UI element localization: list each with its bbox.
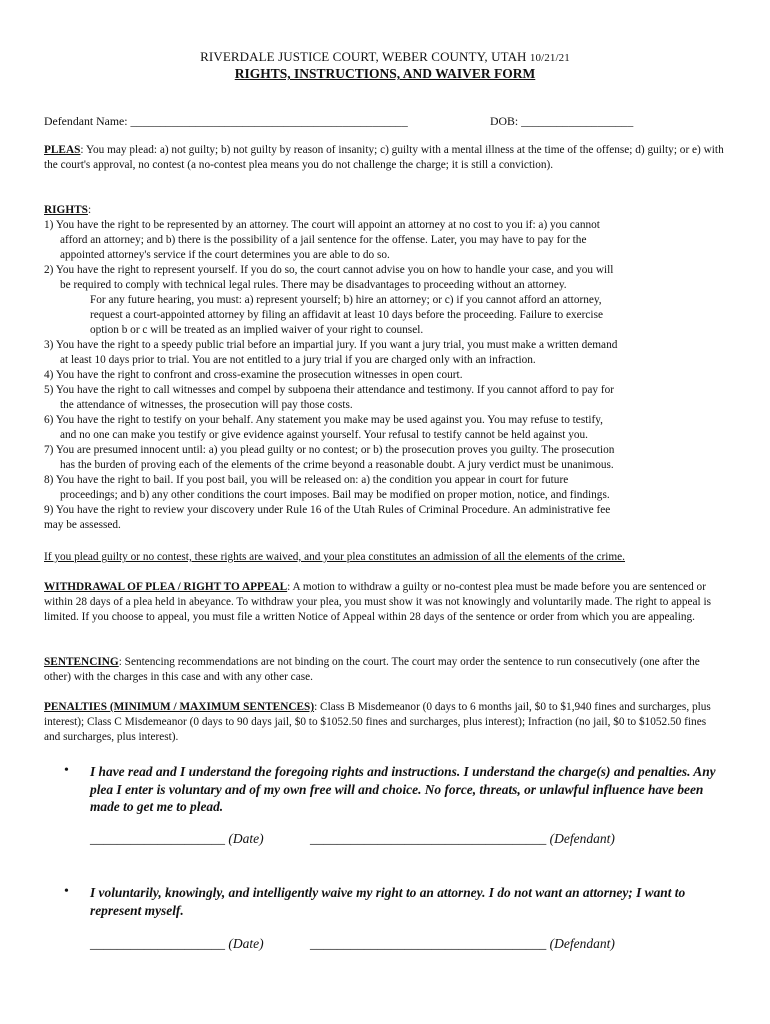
withdrawal-heading: WITHDRAWAL OF PLEA / RIGHT TO APPEAL [44, 581, 288, 593]
bullet-icon: • [64, 763, 69, 778]
pleas-section [44, 143, 724, 173]
rights-line: option b or c will be treated as an implied waiver of your right to counsel. [90, 324, 424, 336]
rights-line: request a court-appointed attorney by filing an affidavit at least 10 days before the proceeding. Failure to exercise [90, 309, 603, 321]
defendant-label: (Defendant) [549, 831, 615, 846]
acknowledgment-statement: I have read and I understand the foregoing rights and instructions. I understand the charge(s) and penalties. Any plea I enter is voluntary and of my own free will and choice. No force, threats, or unlawful influence have been made to get me to plead. [90, 764, 716, 814]
withdrawal-section [44, 580, 724, 625]
rights-heading: RIGHTS [44, 204, 88, 216]
form-title: RIGHTS, INSTRUCTIONS, AND WAIVER FORM [234, 66, 536, 81]
sentencing-heading: SENTENCING [44, 656, 119, 668]
defendant-name-label: Defendant Name: [44, 114, 128, 128]
date-blank[interactable]: ____________________ [90, 936, 225, 951]
defendant-signature-blank[interactable]: ___________________________________ [310, 936, 547, 951]
bullet-icon: • [64, 884, 69, 899]
date-signature-line-2[interactable] [90, 936, 264, 952]
rights-line: 2) You have the right to represent yourself. If you do so, the court cannot advise you on how to handle your case, and you will [44, 264, 614, 276]
date-blank[interactable]: ____________________ [90, 831, 225, 846]
dob-field[interactable] [490, 114, 633, 129]
rights-line: has the burden of proving each of the elements of the crime beyond a reasonable doubt. A jury verdict must be unanimous. [60, 459, 614, 471]
rights-line: 9) You have the right to review your discovery under Rule 16 of the Utah Rules of Criminal Procedure. An administrative fee [44, 504, 611, 516]
rights-line: may be assessed. [44, 519, 121, 531]
date-label: (Date) [228, 831, 264, 846]
rights-line: at least 10 days prior to trial. You are not entitled to a jury trial if you are charged only with an infraction. [60, 354, 536, 366]
rights-line: 5) You have the right to call witnesses and compel by subpoena their attendance and testimony. If you cannot afford to pay for [44, 384, 615, 396]
rights-line: 1) You have the right to be represented by an attorney. The court will appoint an attorney at no cost to you if: a) you cannot [44, 219, 600, 231]
defendant-name-blank[interactable]: _______________________________________________ [130, 114, 408, 128]
form-date: 10/21/21 [529, 52, 570, 64]
rights-line: afford an attorney; and b) there is the possibility of a jail sentence for the offense. Later, you may have to pay for the [60, 234, 587, 246]
sentencing-text: : Sentencing recommendations are not binding on the court. The court may order the sentence to run consecutively (one after the other) with the charges in this case and with any other case. [44, 656, 700, 683]
waived-notice: If you plead guilty or no contest, these rights are waived, and your plea constitutes an admission of all the elements of the crime. [44, 551, 626, 563]
penalties-section [44, 700, 724, 745]
rights-line: 8) You have the right to bail. If you post bail, you will be released on: a) the condition you appear in court for future [44, 474, 569, 486]
rights-line: the attendance of witnesses, the prosecution will pay those costs. [60, 399, 353, 411]
date-label: (Date) [228, 936, 264, 951]
attorney-waiver-statement: I voluntarily, knowingly, and intelligently waive my right to an attorney. I do not want an attorney; I want to represent myself. [90, 885, 686, 918]
defendant-label: (Defendant) [549, 936, 615, 951]
defendant-signature-line-2[interactable] [310, 936, 615, 952]
penalties-heading: PENALTIES (MINIMUM / MAXIMUM SENTENCES) [44, 701, 315, 713]
court-header [0, 49, 770, 65]
dob-blank[interactable]: ___________________ [521, 114, 634, 128]
defendant-name-field[interactable] [44, 114, 408, 129]
court-name: RIVERDALE JUSTICE COURT, WEBER COUNTY, UTAH [200, 49, 527, 64]
sentencing-section [44, 655, 724, 685]
rights-line: 4) You have the right to confront and cross-examine the prosecution witnesses in open court. [44, 369, 463, 381]
rights-line: appointed attorney's service if the court determines you are able to do so. [60, 249, 390, 261]
rights-section: RIGHTS: 1) You have the right to be represented by an attorney. The court will appoint an attorney at no cost to you if: a) you cannot afford an attorney; and b) there is the possibility of a jail sentence for the offense. Later, you may have to pay for the appointed attorney's service if the court determines you are able to do so. 2) You have the right to represent yourself. If you do so, the court cannot advise you on how to handle your case, and you will be required to comply with technical legal rules. There may be disadvantages to proceeding without an attorney. For any future hearing, you must: a) represent yourself; b) hire an attorney; or c) if you cannot afford an attorney, request a court-appointed attorney by filing an affidavit at least 10 days before the proceeding. Failure to exercise option b or c will be treated as an implied waiver of your right to counsel. 3) You have the right to a speedy public trial before an impartial jury. If you want a jury trial, you must make a written demand at least 10 days prior to trial. You are not entitled to a jury trial if you are charged only with an infraction. 4) You have the right to confront and cross-examine the prosecution witnesses in open court. 5) You have the right to call witnesses and compel by subpoena their attendance and testimony. If you cannot afford to pay for the attendance of witnesses, the prosecution will pay those costs. 6) You have the right to testify on your behalf. Any statement you make may be used against you. You may refuse to testify, and no one can make you testify or give evidence against yourself. Your refusal to testify cannot be held against you. 7) You are presumed innocent until: a) you plead guilty or no contest; or b) the prosecution proves you guilty. The prosecution has the burden of proving each of the elements of the crime beyond a reasonable doubt. A jury verdict must be unanimous. 8) You have the right to bail. If you post bail, you will be released on: a) the condition you appear in court for future proceedings; and b) any other conditions the court imposes. Bail may be modified on proper motion, notice, and findings. 9) You have the right to review your discovery under Rule 16 of the Utah Rules of Criminal Procedure. An administrative fee may be assessed. [44, 203, 734, 533]
defendant-signature-line-1[interactable] [310, 831, 615, 847]
rights-line: proceedings; and b) any other conditions the court imposes. Bail may be modified on proper motion, notice, and findings. [60, 489, 610, 501]
withdrawal-text: : A motion to withdraw a guilty or no-contest plea must be made before you are sentenced or within 28 days of a plea held in abeyance. To withdraw your plea, you must show it was not knowingly and voluntarily made. The right to appeal is limited. If you choose to appeal, you must file a written Notice of Appeal within 28 days of the sentence or order from which you are appealing. [44, 581, 712, 623]
rights-line: 3) You have the right to a speedy public trial before an impartial jury. If you want a jury trial, you must make a written demand [44, 339, 618, 351]
pleas-heading: PLEAS [44, 144, 81, 156]
pleas-text: : You may plead: a) not guilty; b) not guilty by reason of insanity; c) guilty with a mental illness at the time of the offense; d) guilty; or e) with the court's approval, no contest (a no-contest plea means you do not challenge the charge; it is still a conviction). [44, 144, 724, 171]
rights-line: 6) You have the right to testify on your behalf. Any statement you make may be used against you. You may refuse to testify, [44, 414, 603, 426]
dob-label: DOB: [490, 114, 519, 128]
rights-line: For any future hearing, you must: a) represent yourself; b) hire an attorney; or c) if you cannot afford an attorney, [90, 294, 602, 306]
defendant-signature-blank[interactable]: ___________________________________ [310, 831, 547, 846]
rights-line: 7) You are presumed innocent until: a) you plead guilty or no contest; or b) the prosecution proves you guilty. The prosecution [44, 444, 615, 456]
rights-line: be required to comply with technical legal rules. There may be disadvantages to proceeding without an attorney. [60, 279, 567, 291]
date-signature-line-1[interactable] [90, 831, 264, 847]
rights-line: and no one can make you testify or give evidence against yourself. Your refusal to testify cannot be held against you. [60, 429, 588, 441]
penalties-text: : Class B Misdemeanor (0 days to 6 months jail, $0 to $1,940 fines and surcharges, plus interest); Class C Misdemeanor (0 days to 90 days jail, $0 to $1052.50 fines and surcharges, plus interest); Infraction (no jail, $0 to $1052.50 fines and surcharges, plus interest). [44, 701, 711, 743]
